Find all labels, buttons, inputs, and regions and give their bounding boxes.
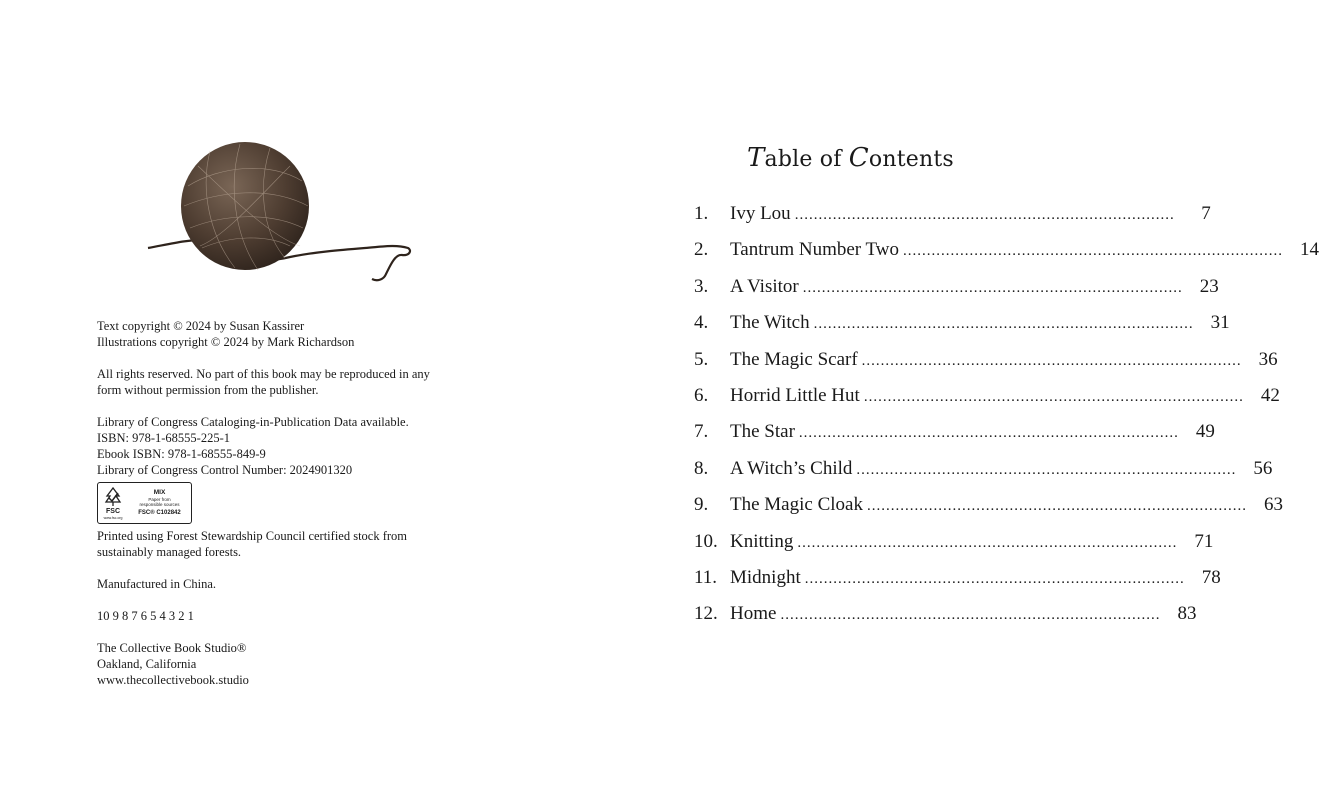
toc-entry-title: A Witch’s Child [730,457,853,479]
toc-entry[interactable] [694,312,1230,348]
toc-entry[interactable] [694,421,1215,457]
toc-title-cap-t: T [747,143,765,173]
toc-entry[interactable] [694,348,1278,385]
copyright-page [0,0,557,800]
toc-entry-title: Tantrum Number Two [730,239,900,261]
fsc-paper-line2: responsible sources [139,502,180,507]
toc-leader-dots: ................................................................................ [804,570,1185,587]
toc-entry-title: The Magic Cloak [730,494,863,516]
toc-entry[interactable] [694,384,1280,421]
fsc-mix-badge [97,482,192,524]
toc-leader-dots: ................................................................................ [798,425,1179,442]
toc-entry-title: Midnight [730,566,801,588]
toc-entry[interactable] [694,494,1283,530]
toc-leader-dots: ................................................................................ [794,207,1175,223]
toc-entry-page: 78 [1201,566,1221,588]
fsc-web: www.fsc.org [103,516,123,520]
fsc-label: FSC [106,508,120,515]
toc-leader-dots: ................................................................................ [797,534,1178,551]
toc-entry-title: Ivy Lou [730,203,791,224]
toc-leader-dots: ................................................................................ [903,243,1284,260]
spacer [97,398,517,414]
toc-entry-title: Knitting [730,530,794,552]
toc-entry-page: 42 [1260,384,1280,406]
spacer [97,624,517,640]
toc-title [747,143,954,173]
toc-entry-page: 14 [1300,239,1319,261]
toc-entry-title: Home [730,603,777,625]
toc-entry[interactable] [694,275,1219,312]
toc-entry-title: The Magic Scarf [730,348,858,370]
toc-leader-dots: ................................................................................ [856,461,1237,478]
toc-title-cap-c: C [848,143,869,173]
toc-entry-number: 6. [694,384,709,406]
copyright-block [97,318,517,688]
copyright-line: form without permission from the publisher. [97,383,319,397]
spacer [97,592,517,608]
toc-entry-page: 7 [1201,203,1211,224]
toc-entry[interactable] [694,530,1214,567]
toc-entry-number: 12. [694,603,718,625]
spacer [97,350,517,366]
toc-entry-number: 11. [694,566,718,588]
toc-entry-page: 71 [1194,530,1214,552]
copyright-line: ISBN: 978-1-68555-225-1 [97,431,230,445]
copyright-line: Illustrations copyright © 2024 by Mark Richardson [97,335,355,349]
toc-entry-page: 31 [1210,312,1230,334]
toc-title-end: ontents [868,147,954,172]
toc-entry-number: 10. [694,530,718,552]
copyright-line: Library of Congress Cataloging-in-Publication Data available. [97,415,409,429]
toc-entry-number: 4. [694,312,709,334]
toc-entry-number: 1. [694,203,709,224]
toc-leader-dots: ................................................................................ [802,279,1183,296]
toc-leader-dots: ................................................................................ [780,607,1161,624]
copyright-line: Library of Congress Control Number: 2024901320 [97,463,353,477]
copyright-line: www.thecollectivebook.studio [97,673,249,687]
toc-entry[interactable] [694,566,1221,603]
fsc-paper-line1: Paper from [148,497,171,502]
toc-entry[interactable] [694,603,1197,639]
toc-list [694,203,1319,640]
copyright-line: The Collective Book Studio® [97,641,247,655]
fsc-mix: MIX [153,489,166,496]
toc-entry-number: 2. [694,239,709,261]
toc-entry-number: 3. [694,275,709,297]
toc-title-mid: able of [764,147,849,172]
toc-entry-page: 63 [1263,494,1283,516]
spacer [97,560,517,576]
toc-leader-dots: ................................................................................ [863,388,1244,405]
toc-entry-page: 49 [1195,421,1215,443]
copyright-line: Text copyright © 2024 by Susan Kassirer [97,319,305,333]
toc-leader-dots: ................................................................................ [866,498,1247,515]
toc-leader-dots: ................................................................................ [861,352,1242,369]
toc-entry-page: 56 [1253,457,1273,479]
toc-entry[interactable] [694,203,1211,239]
toc-entry-number: 7. [694,421,709,443]
toc-leader-dots: ................................................................................ [813,316,1194,333]
copyright-line: sustainably managed forests. [97,545,242,559]
toc-entry-title: The Witch [730,312,810,334]
copyright-line: Oakland, California [97,657,197,671]
toc-page [557,0,1319,800]
toc-entry-number: 8. [694,457,709,479]
toc-entry-title: Horrid Little Hut [730,384,860,406]
toc-entry-title: The Star [730,421,795,443]
copyright-line: 10 9 8 7 6 5 4 3 2 1 [97,609,194,623]
yarn-ball-illustration [140,136,430,296]
copyright-line: Manufactured in China. [97,577,217,591]
copyright-line: Ebook ISBN: 978-1-68555-849-9 [97,447,266,461]
toc-entry[interactable] [694,239,1319,275]
copyright-line: Printed using Forest Stewardship Council certified stock from [97,529,408,543]
toc-entry-title: A Visitor [730,275,799,297]
fsc-tree-check-icon [102,486,124,508]
toc-entry-page: 83 [1177,603,1197,625]
toc-entry-page: 23 [1199,275,1219,297]
toc-entry-number: 9. [694,494,709,516]
toc-entry-page: 36 [1258,348,1278,370]
toc-entry[interactable] [694,457,1273,494]
copyright-line: All rights reserved. No part of this book may be reproduced in any [97,367,430,381]
fsc-code: FSC® C102842 [138,510,181,516]
toc-entry-number: 5. [694,348,709,370]
